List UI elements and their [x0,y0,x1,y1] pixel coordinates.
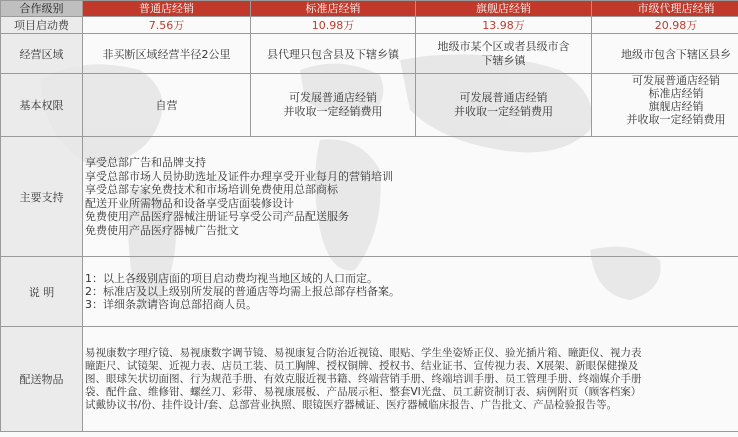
header-label: 合作级别 [1,1,83,17]
explain-list [83,257,738,327]
explain-item: 3：详细条款请咨询总部招商人员。 [85,298,257,311]
delivery-row [1,327,738,432]
explain-item: 1：以上各级别店面的项目启动费均视当地区域的人口而定。 [85,272,378,285]
region-label: 经营区域 [1,34,83,74]
header-col-standard-store: 标准店经销 [251,1,416,17]
rights-standard: 可发展普通店经销 并收取一定经销费用 [251,74,416,137]
fee-city-agent: 20.98万 [592,17,738,34]
support-item: 享受总部专家免费技术和市场培训免费使用总部商标 [85,183,338,196]
support-item: 享受总部市场人员协助选址及证件办理享受开业每月的营销培训 [85,169,393,183]
delivery-line: 试戴协议书/份、挂件设计/套、总部营业执照、眼镜医疗器械证、医疗器械临床报告、广告批文、产品检验报告等。 [85,398,618,411]
support-item: 免费使用产品医疗器械注册证号享受公司产品配送服务 [85,210,349,223]
header-col-flagship-store: 旗舰店经销 [416,1,592,17]
support-item: 享受总部广告和品牌支持 [85,156,206,169]
delivery-line: 图、眼球矢状切面图、行为规范手册、有效克服近视书籍、终端营销手册、终端培训手册、员工管理手册、终端媒介手册 [85,372,642,385]
support-label: 主要支持 [1,137,83,257]
fee-normal: 7.56万 [83,17,251,34]
rights-city-agent: 可发展普通店经销 标准店经销 旗舰店经销 并收取一定经销费用 [592,74,738,137]
explain-row [1,257,738,327]
support-list [83,137,738,257]
region-normal: 非买断区域经营半径2公里 [83,34,251,74]
delivery-line: 易视康数字理疗镜、易视康数字调节镜、易视康复合防治近视镜、眼贴、学生坐姿矫正仪、验光插片箱、瞳距仪、视力表 [85,346,642,359]
header-col-city-agent: 市级代理店经销 [592,1,738,17]
header-row [1,1,738,17]
rights-label: 基本权限 [1,74,83,137]
header-col-normal-store: 普通店经销 [83,1,251,17]
fee-flagship: 13.98万 [416,17,592,34]
delivery-label: 配送物品 [1,327,83,432]
fee-row [1,17,738,34]
fee-label: 项目启动费 [1,17,83,34]
delivery-line: 袋、配件盒、维修钳、螺丝刀、彩带、易视康展板、产品展示柜、整套VI光盘、员工薪资制订表、病例附页（顾客档案） [85,385,642,398]
explain-item: 2：标准店及以上级别所发展的普通店等均需上报总部存档备案。 [85,285,400,298]
rights-flagship: 可发展普通店经销 并收取一定经销费用 [416,74,592,137]
explain-label: 说 明 [1,257,83,327]
region-standard: 县代理只包含县及下辖乡镇 [251,34,416,74]
support-row [1,137,738,257]
region-city-agent: 地级市包含下辖区县乡 [592,34,738,74]
region-row [1,34,738,74]
delivery-line: 瞳距尺、试镜架、近视力表、店员工装、员工胸牌、授权铜牌、授权书、结业证书、宣传视力表、X展架、新眼保健操及 [85,359,639,372]
support-item: 免费使用产品医疗器械广告批文 [85,223,239,237]
rights-row [1,74,738,137]
region-flagship: 地级市某个区或者县级市含 下辖乡镇 [416,34,592,74]
support-item: 配送开业所需物品和设备享受店面装修设计 [85,196,294,210]
rights-normal: 自营 [83,74,251,137]
fee-standard: 10.98万 [251,17,416,34]
delivery-list [83,327,738,432]
